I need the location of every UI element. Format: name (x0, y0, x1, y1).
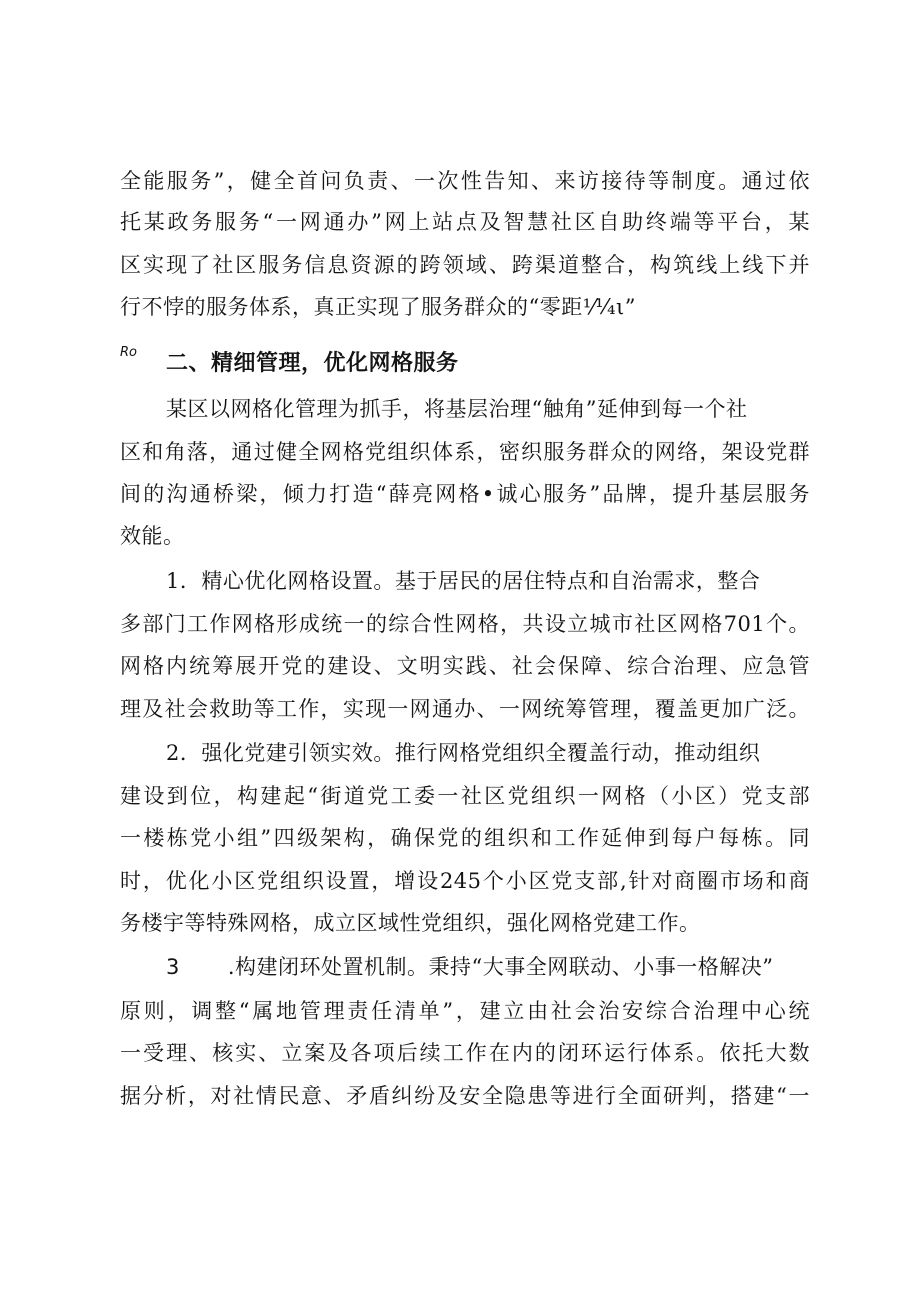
para1-line-3: 区实现了社区服务信息资源的跨领域、跨渠道整合，构筑线上线下并 (120, 253, 810, 277)
intro-line-3: 间的沟通桥梁，倾力打造“薛亮网格•诚心服务”品牌，提升基层服务 (120, 482, 810, 506)
item3-number: 3 (166, 955, 180, 979)
item2-line-4: 时，优化小区党组织设置，增设245个小区党支部,针对商圈市场和商 (120, 869, 810, 893)
item3-first-line-text: .构建闭环处置机制。秉持“大事全网联动、小事一格解决” (227, 955, 774, 979)
item2-line-5: 务楼宇等特殊网格，成立区域性党组织，强化网格党建工作。 (120, 911, 701, 935)
item2-line-2: 建设到位，构建起“街道党工委一社区党组织一网格（小区）党支部 (120, 784, 810, 808)
item3-line-2: 原则，调整“属地管理责任清单”，建立由社会治安综合治理中心统 (120, 999, 810, 1023)
item2-line-1: 2．强化党建引领实效。推行网格党组织全覆盖行动，推动组织 (166, 741, 761, 765)
intro-line-1: 某区以网格化管理为抓手，将基层治理“触角”延伸到每一个社 (166, 397, 748, 421)
item1-line-4: 理及社会救助等工作，实现一网通办、一网统筹管理，覆盖更加广泛。 (120, 697, 810, 721)
intro-line-2: 区和角落，通过健全网格党组织体系，密织服务群众的网络，架设党群 (120, 440, 810, 464)
item1-line-1: 1．精心优化网格设置。基于居民的居住特点和自治需求，整合 (166, 569, 761, 593)
para1-line-1: 全能服务”，健全首问负责、一次性告知、来访接待等制度。通过依 (120, 169, 810, 193)
item1-line-3: 网格内统筹展开党的建设、文明实践、社会保障、综合治理、应急管 (120, 654, 810, 678)
item3-line-4: 据分析，对社情民意、矛盾纠纷及安全隐患等进行全面研判，搭建“一 (120, 1084, 810, 1108)
para1-line-4: 行不悖的服务体系，真正实现了服务群众的“零距⅟¼ι” (120, 295, 636, 319)
intro-line-4: 效能。 (120, 524, 185, 548)
item3-line-1 (166, 952, 810, 982)
item2-line-3: 一楼栋党小组”四级架构，确保党的组织和工作延伸到每户每栋。同 (120, 826, 810, 850)
para1-line-2: 托某政务服务“一网通办”网上站点及智慧社区自助终端等平台，某 (120, 210, 810, 234)
section-heading: 二、精细管理，优化网格服务 (166, 351, 459, 376)
item3-line-3: 一受理、核实、立案及各项后续工作在内的闭环运行体系。依托大数 (120, 1041, 810, 1065)
item1-line-2: 多部门工作网格形成统一的综合性网格，共设立城市社区网格701个。 (120, 612, 810, 636)
para1-trailing-fragment: Ro (120, 345, 137, 360)
